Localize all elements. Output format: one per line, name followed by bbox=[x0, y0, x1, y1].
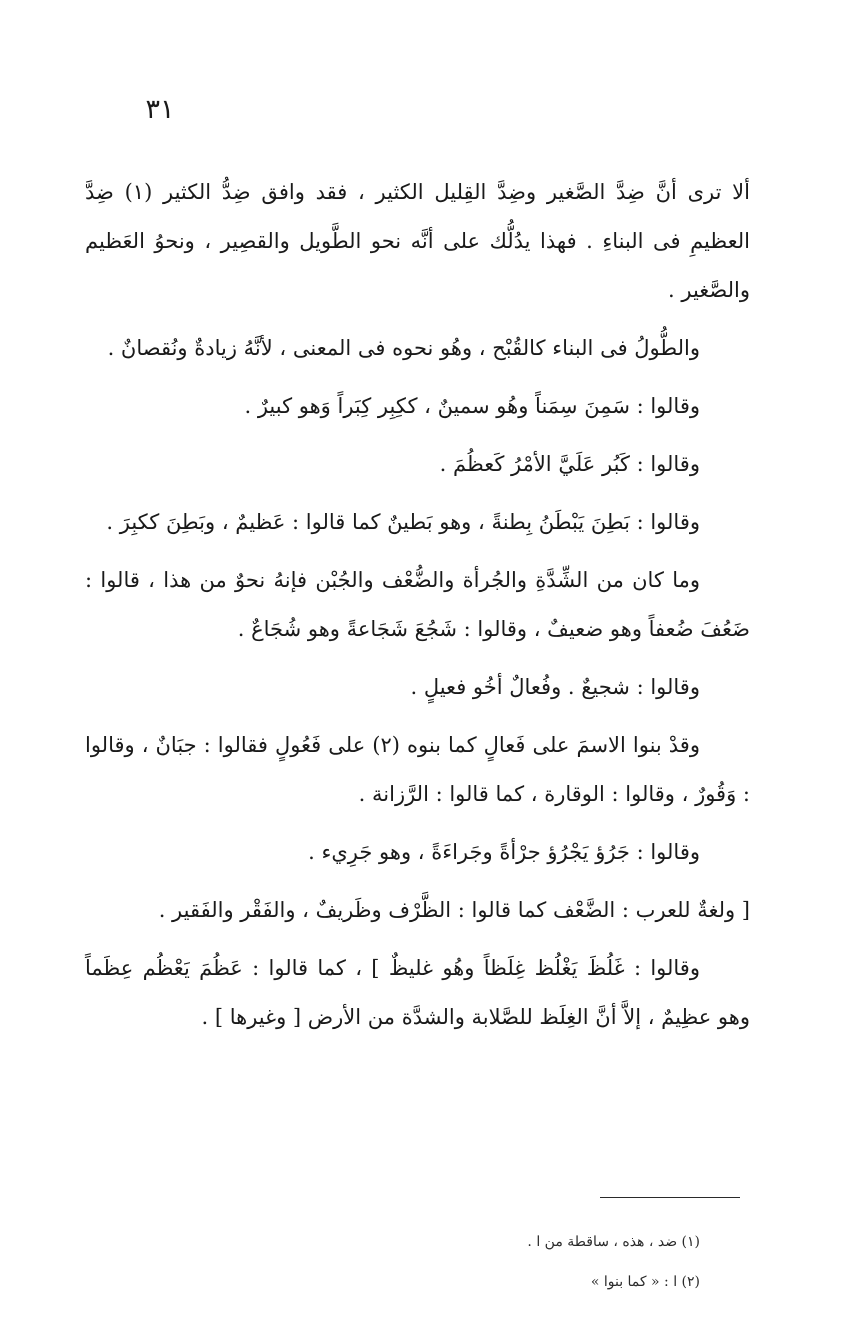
paragraph: ألا ترى أنَّ ضِدَّ الصَّغير وضِدَّ القِليل الكثير ، فقد وافق ضِدُّ الكثير (١) ضِدَّ العظيمِ فى البناءِ . فهذا يدُلُّك على أنَّه نحو الطَّويل والقصِير ، ونحوُ العَظيم والصَّغير . bbox=[85, 180, 750, 302]
paragraph: وقدْ بنوا الاسمَ على فَعالٍ كما بنوه (٢) على فَعُولٍ فقالوا : جبَانٌ ، وقالوا : وَقُورٌ ، وقالوا : الوقارة ، كما قالوا : الرَّزانة . bbox=[85, 733, 750, 806]
footnotes bbox=[300, 1222, 700, 1302]
paragraph: وقالوا : جَرُؤ يَجْرُؤ جرْأةً وجَراءَةً ، وهو جَرِيء . bbox=[308, 840, 700, 864]
paragraph: وقالوا : سَمِنَ سِمَناً وهُو سمينٌ ، ككِبِر كِبَراً وَهو كبيرٌ . bbox=[244, 394, 700, 418]
paragraph: وقالوا : شجيعٌ . وفُعالٌ أخُو فعيلٍ . bbox=[410, 675, 700, 699]
paragraph: وقالوا : غَلُظَ يَغْلُظ غِلَظاً وهُو غليظٌ ] ، كما قالوا : عَظُمَ يَعْظُم عِظَماً وهو عظِيمٌ ، إلاَّ أنَّ الغِلَظ للصَّلابة والشدَّة من الأرض [ وغيرها ] . bbox=[85, 956, 750, 1029]
paragraph: وقالوا : كَبُر عَلَيَّ الأمْرُ كَعظُمَ . bbox=[439, 452, 700, 476]
footnote: (١) ضد ، هذه ، ساقطة من ا . bbox=[527, 1234, 700, 1250]
page-number: ٣١ bbox=[145, 94, 175, 125]
footnote-divider bbox=[600, 1197, 740, 1198]
paragraph: وما كان من الشِّدَّةِ والجُرأة والضُّعْف والجُبْن فإنهُ نحوٌ من هذا ، قالوا : ضَعُفَ ضُعفاً وهو ضعيفٌ ، وقالوا : شَجُعَ شَجَاعةً وهو شُجَاعٌ . bbox=[85, 568, 750, 641]
paragraph: وقالوا : بَطِنَ يَبْطَنُ بِطنةً ، وهو بَطينٌ كما قالوا : عَظيمٌ ، وبَطِنَ ككبِرَ . bbox=[106, 510, 700, 534]
paragraph: والطُّولُ فى البناء كالقُبْح ، وهُو نحوه فى المعنى ، لأنَّهُ زيادةٌ ونُقصانٌ . bbox=[107, 336, 700, 360]
footnote: (٢) ا : « كما بنوا » bbox=[590, 1274, 700, 1290]
paragraph: [ ولغةٌ للعرب : الضَّعْف كما قالوا : الظَّرْف وظَريفٌ ، والفَقْر والفَقير . bbox=[158, 898, 750, 922]
body-text bbox=[85, 168, 750, 1042]
